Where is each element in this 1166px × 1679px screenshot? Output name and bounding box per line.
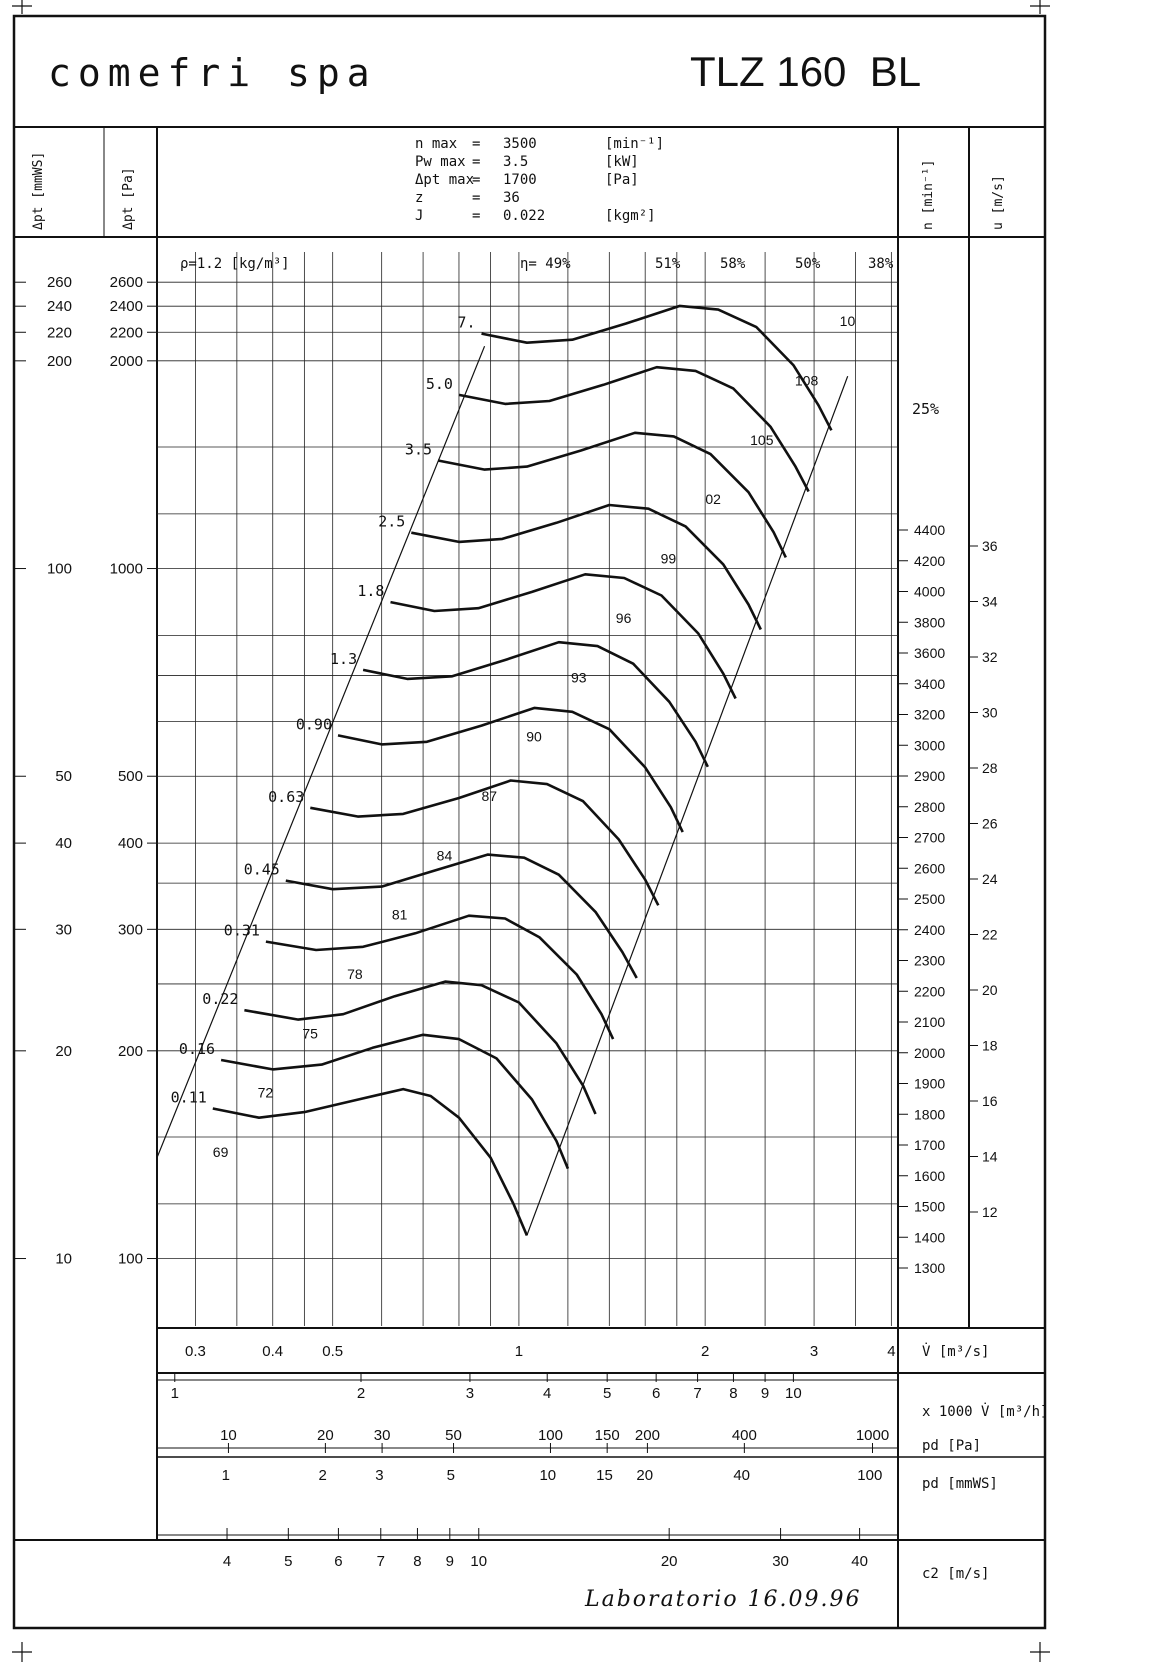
y-tick-mmws: 20 [55,1042,72,1060]
rpm-tick: 3400 [914,675,946,692]
spec-j-value: 0.022 [503,208,546,224]
x-tick-m3h: 7 [693,1385,702,1402]
x-tick-pd-pa: 1000 [855,1427,890,1444]
rpm-tick: 1700 [914,1137,946,1153]
power-label: 3.5 [404,440,433,459]
tip-speed-tick: 16 [982,1093,998,1109]
company-name: comefri spa [48,51,377,95]
rpm-tick: 2500 [914,891,946,907]
x-tick-m3h: 3 [465,1385,475,1402]
angle-label: 96 [615,609,632,626]
x-tick-pd-pa: 20 [317,1427,334,1444]
spec-dpt-max-label: Δpt max [415,172,475,188]
rpm-tick: 3200 [914,706,946,723]
rpm-tick: 2700 [914,829,946,846]
x-tick-m3h: 10 [785,1385,802,1402]
x-tick-pd-mmws: 100 [857,1467,883,1484]
power-label: 0.11 [170,1088,207,1107]
spec-pw-max-label: Pw max [415,154,466,170]
x-tick-m3h: 2 [356,1385,366,1402]
y-tick-pa: 500 [117,768,143,786]
spec-z-value: 36 [503,190,520,206]
y-tick-mmws: 100 [46,560,72,578]
efficiency-label: 51% [655,256,681,272]
x-tick-pd-mmws: 10 [539,1467,557,1484]
rpm-tick: 2400 [914,921,946,938]
rpm-tick: 4200 [914,552,946,569]
power-label: 0.90 [295,715,333,734]
rpm-tick: 2600 [914,860,946,877]
rpm-tick: 1400 [914,1229,946,1246]
efficiency-label: 38% [868,256,894,272]
rpm-tick: 4400 [914,522,946,538]
header-tip-speed: u [m/s] [991,175,1006,230]
performance-curve [391,574,736,698]
x-tick-m3s: 0.3 [185,1343,206,1360]
scale-headers [922,1341,1048,1582]
svg-text:=: = [472,208,481,224]
rpm-tick: 3000 [914,737,946,754]
power-label: 0.63 [268,787,305,806]
x-tick-m3h: 1 [170,1385,179,1402]
angle-label: 69 [212,1144,229,1161]
spec-block [415,136,664,224]
x-tick-pd-pa: 400 [731,1427,757,1444]
x-tick-pd-mmws: 5 [446,1467,456,1484]
x-tick-c2: 5 [284,1553,293,1570]
x-tick-pd-pa: 30 [373,1427,391,1444]
x-tick-pd-pa: 50 [445,1427,462,1444]
rpm-tick: 1500 [914,1198,946,1215]
svg-text:=: = [472,190,481,206]
x-tick-m3s: 4 [887,1343,896,1360]
tip-speed-tick: 34 [982,593,998,610]
x-tick-m3s: 3 [809,1343,819,1360]
svg-text:=: = [472,172,481,188]
y-tick-mmws: 260 [46,274,72,292]
power-label: 2.5 [378,512,406,531]
x-tick-c2: 4 [222,1553,232,1570]
x-tick-pd-pa: 100 [537,1427,563,1444]
tip-speed-tick: 22 [982,926,998,943]
x-tick-m3h: 6 [651,1385,661,1402]
rpm-tick: 1800 [914,1106,946,1123]
tip-speed-tick: 30 [982,704,998,721]
efficiency-label: η= 49% [520,256,571,272]
x-tick-c2: 7 [376,1553,385,1570]
spec-z-label: z [415,190,424,206]
rpm-tick: 1900 [914,1075,946,1092]
rpm-tick: 3800 [914,614,946,631]
angle-label: 84 [436,847,453,864]
efficiency-label: 50% [795,256,821,272]
spec-n-max-label: n max [415,136,458,152]
spec-pw-max-value: 3.5 [503,154,529,170]
x-tick-m3h: 8 [729,1385,738,1402]
x-tick-m3s: 2 [700,1343,710,1360]
y-tick-pa: 2400 [109,298,143,316]
y-tick-pa: 2000 [109,352,143,370]
y-tick-mmws: 50 [55,768,72,786]
y-tick-pa: 200 [117,1042,143,1060]
svg-text:=: = [472,154,481,170]
angle-label: 99 [660,550,677,567]
y-tick-pa: 2600 [109,274,143,292]
angle-label: 78 [347,965,363,982]
tip-speed-tick: 12 [982,1204,998,1220]
header-flow-m3h: x 1000 V̇ [m³/h] [922,1404,1049,1420]
x-tick-m3s: 1 [514,1343,524,1360]
x-tick-pd-mmws: 2 [318,1467,327,1484]
header-dpt-mmws: Δpt [mmWS] [31,151,46,230]
rpm-tick: 1300 [914,1260,946,1276]
header-c2: c2 [m/s] [922,1566,990,1582]
model-name: TLZ 160 BL [690,48,922,95]
power-label: 1.8 [357,582,385,601]
rpm-tick: 3600 [914,645,946,661]
angle-label: 108 [794,372,819,389]
header-rpm: n [min⁻¹] [921,159,936,230]
power-label: 5.0 [425,374,453,393]
power-label: 0.16 [178,1039,216,1058]
label-layer [171,256,939,1160]
angle-label: 72 [257,1084,274,1101]
x-tick-m3s: 0.5 [322,1343,344,1360]
rpm-tick: 2100 [914,1014,946,1030]
performance-curve [363,642,708,767]
tip-speed-tick: 36 [982,538,998,554]
rpm-tick: 2200 [914,983,946,1000]
header-pd-pa: pd [Pa] [922,1438,982,1454]
curve-layer [213,306,832,1236]
performance-curve [459,367,809,491]
performance-curve [411,505,761,630]
power-label: 7. [457,313,476,332]
tip-speed-tick: 26 [982,815,998,832]
tip-speed-tick: 24 [982,871,998,887]
angle-label: 02 [705,491,721,508]
y-tick-pa: 1000 [109,560,143,578]
crop-marks [12,0,1050,1662]
spec-dpt-max-value: 1700 [503,172,537,188]
power-label: 1.3 [330,649,358,668]
rpm-tick: 1600 [914,1167,946,1184]
x-tick-m3h: 4 [543,1385,552,1402]
y-tick-pa: 2200 [109,324,143,342]
y-tick-mmws: 40 [55,835,72,853]
y-tick-mmws: 220 [46,324,72,342]
angle-label: 87 [481,787,498,804]
angle-label: 90 [526,728,542,745]
angle-label: 105 [750,431,774,448]
rpm-tick: 4000 [914,583,946,600]
spec-j-label: J [415,208,424,224]
rpm-tick: 2000 [914,1044,946,1061]
angle-label: 10 [839,313,856,330]
power-label: 0.31 [223,921,260,940]
header-pd-mmws: pd [mmWS] [922,1476,998,1492]
power-label: 0.45 [243,860,280,879]
power-label: 0.22 [202,990,239,1009]
x-tick-pd-mmws: 20 [636,1467,654,1484]
x-tick-pd-pa: 150 [594,1427,620,1444]
spec-dpt-max-unit: [Pa] [605,172,639,188]
x-tick-c2: 10 [470,1553,488,1570]
x-tick-c2: 6 [334,1553,343,1570]
y-tick-mmws: 10 [55,1250,72,1268]
tip-speed-tick: 18 [982,1037,998,1054]
spec-n-max-unit: [min⁻¹] [605,136,665,152]
y-tick-pa: 100 [117,1250,143,1268]
y-tick-mmws: 200 [46,352,72,370]
x-tick-c2: 40 [851,1553,868,1570]
header-flow-m3s: V̇ [m³/s] [922,1344,990,1360]
x-tick-pd-mmws: 15 [596,1467,613,1484]
rpm-tick: 2300 [914,952,946,969]
signature: Laboratorio 16.09.96 [585,1587,862,1612]
tip-speed-tick: 20 [982,982,998,998]
region-boundary-right [527,376,848,1235]
tip-speed-tick: 32 [982,649,998,665]
x-tick-pd-mmws: 40 [733,1467,751,1484]
x-tick-c2: 8 [413,1553,422,1570]
spec-j-unit: [kgm²] [605,208,656,224]
efficiency-label: 58% [720,256,746,272]
x-tick-c2: 30 [772,1553,789,1570]
spec-pw-max-unit: [kW] [605,154,639,170]
performance-curve [213,1089,527,1235]
density-label: ρ=1.2 [kg/m³] [180,256,290,272]
angle-label: 75 [302,1025,318,1042]
spec-n-max-value: 3500 [503,136,537,152]
y-tick-pa: 300 [117,921,143,939]
x-tick-c2: 9 [445,1553,454,1570]
performance-curve [266,916,613,1042]
rpm-tick: 2800 [914,798,946,815]
y-tick-mmws: 240 [46,298,72,316]
tip-speed-tick: 28 [982,760,998,776]
x-tick-pd-mmws: 1 [221,1467,230,1484]
angle-label: 81 [391,906,408,923]
header-dpt-pa: Δpt [Pa] [121,167,136,230]
performance-curve [286,855,637,978]
x-tick-m3h: 9 [760,1385,770,1402]
rpm-tick: 2900 [914,768,946,784]
svg-text:=: = [472,136,481,152]
x-tick-pd-pa: 200 [634,1427,660,1444]
efficiency-label: 25% [912,400,940,418]
x-tick-m3s: 0.4 [262,1343,284,1360]
x-tick-pd-mmws: 3 [375,1467,384,1484]
angle-label: 93 [571,669,587,686]
y-tick-pa: 400 [117,835,143,853]
x-tick-pd-pa: 10 [220,1427,237,1444]
y-tick-mmws: 30 [55,921,72,939]
tip-speed-tick: 14 [982,1148,998,1165]
x-tick-m3h: 5 [603,1385,612,1402]
x-tick-c2: 20 [660,1553,678,1570]
